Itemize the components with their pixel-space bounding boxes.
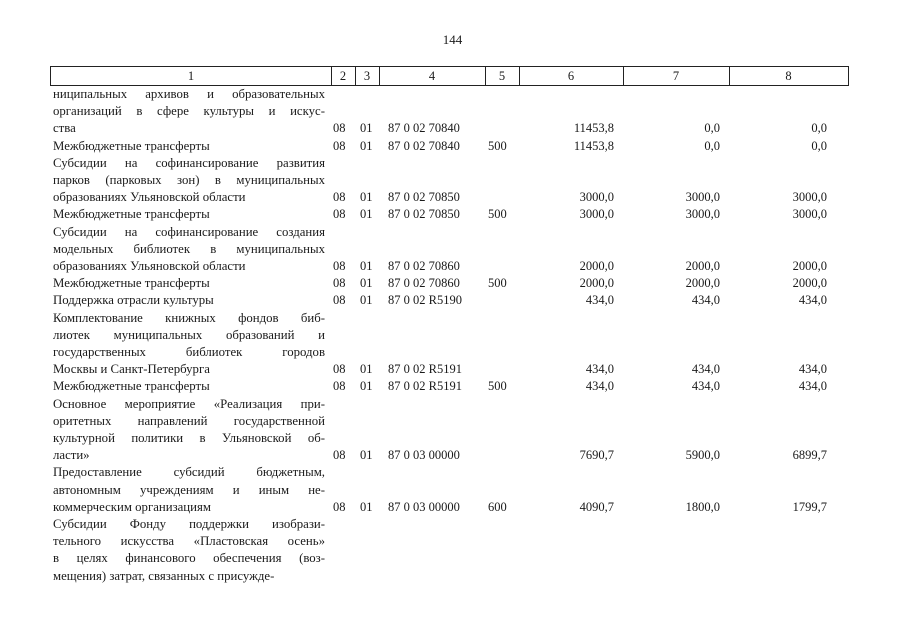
description-line: модельных библиотек в муниципальных [53,241,325,256]
description-line: Межбюджетные трансферты [53,276,210,291]
cell-c7: 0,0 [704,138,720,153]
cell-c6: 11453,8 [573,138,614,153]
description-line: тельного искусства «Пластовская осень» [53,534,325,549]
description-line: культурной политики в Ульяновской об- [53,431,325,445]
cell-c3: 01 [360,258,373,273]
table-row [0,464,905,516]
header-col-4: 4 [379,67,486,85]
cell-c7: 434,0 [691,293,720,308]
cell-c6: 3000,0 [579,207,614,222]
cell-c7: 0,0 [704,121,720,136]
description-line: государственных библиотек городов [53,345,325,359]
table-row [0,516,905,585]
description-line: автономным учреждениям и иным не- [53,482,325,497]
cell-c7: 3000,0 [685,207,720,222]
description-line: образованиях Ульяновской области [53,259,246,273]
cell-c2: 08 [333,379,346,394]
table-row [0,292,905,309]
row-description [53,396,325,465]
description-line: Субсидии Фонду поддержки изобрази- [53,517,325,531]
description-line: Межбюджетные трансферты [53,138,210,153]
cell-c8: 3000,0 [792,190,827,205]
cell-c8: 1799,7 [792,499,827,514]
header-col-2: 2 [331,67,356,85]
cell-c4: 87 0 02 70850 [388,207,460,222]
cell-c6: 11453,8 [573,121,614,136]
header-col-3: 3 [355,67,380,85]
table-row [0,155,905,207]
description-line: Комплектование книжных фондов биб- [53,310,325,325]
cell-c7: 434,0 [691,379,720,394]
cell-c2: 08 [333,448,346,463]
cell-c6: 434,0 [585,379,614,394]
table-row [0,86,905,138]
description-line: парков (парковых зон) в муниципальных [53,173,325,187]
cell-c8: 3000,0 [792,207,827,222]
cell-c2: 08 [333,276,346,291]
cell-c3: 01 [360,121,373,136]
cell-c2: 08 [333,362,346,377]
cell-c2: 08 [333,499,346,514]
cell-c4: 87 0 02 70850 [388,190,460,205]
cell-c7: 3000,0 [685,190,720,205]
cell-c2: 08 [333,138,346,153]
description-line: Предоставление субсидий бюджетным, [53,465,325,480]
cell-c3: 01 [360,499,373,514]
cell-c5: 500 [488,138,507,153]
cell-c4: 87 0 02 R5191 [388,362,462,377]
cell-c6: 2000,0 [579,258,614,273]
cell-c4: 87 0 03 00000 [388,499,460,514]
description-line: Субсидии на софинансирование создания [53,224,325,239]
description-line: Субсидии на софинансирование развития [53,155,325,170]
row-description [53,206,325,223]
row-description [53,155,325,207]
cell-c8: 2000,0 [792,276,827,291]
cell-c7: 1800,0 [685,499,720,514]
row-description [53,292,325,309]
table-row [0,224,905,276]
table-row [0,275,905,292]
cell-c3: 01 [360,190,373,205]
description-line: ства [53,121,76,136]
description-line: Москвы и Санкт-Петербурга [53,362,210,377]
cell-c8: 2000,0 [792,258,827,273]
cell-c4: 87 0 02 70840 [388,138,460,153]
cell-c2: 08 [333,207,346,222]
cell-c2: 08 [333,258,346,273]
row-description [53,310,325,379]
cell-c3: 01 [360,207,373,222]
cell-c4: 87 0 03 00000 [388,448,460,463]
description-line: мещения) затрат, связанных с присужде- [53,568,275,583]
description-line: Поддержка отрасли культуры [53,293,214,308]
cell-c4: 87 0 02 R5190 [388,293,462,308]
header-col-6: 6 [519,67,624,85]
cell-c7: 5900,0 [685,448,720,463]
cell-c3: 01 [360,448,373,463]
description-line: ласти» [53,448,90,463]
cell-c3: 01 [360,293,373,308]
cell-c2: 08 [333,190,346,205]
cell-c5: 500 [488,207,507,222]
cell-c4: 87 0 02 R5191 [388,379,462,394]
row-description [53,138,325,155]
table-row [0,138,905,155]
cell-c8: 434,0 [798,293,827,308]
page-number: 144 [442,32,463,47]
cell-c3: 01 [360,138,373,153]
cell-c3: 01 [360,276,373,291]
description-line: образованиях Ульяновской области [53,190,246,205]
cell-c6: 2000,0 [579,276,614,291]
row-description [53,516,325,585]
row-description [53,378,325,395]
table-header [50,66,849,86]
cell-c7: 2000,0 [685,276,720,291]
cell-c5: 600 [488,499,507,514]
cell-c4: 87 0 02 70860 [388,258,460,273]
cell-c5: 500 [488,379,507,394]
description-line: Межбюджетные трансферты [53,207,210,222]
cell-c8: 434,0 [798,362,827,377]
table-row [0,396,905,465]
description-line: организаций в сфере культуры и искус- [53,104,325,119]
row-description [53,275,325,292]
description-line: Межбюджетные трансферты [53,379,210,394]
cell-c7: 434,0 [691,362,720,377]
cell-c3: 01 [360,379,373,394]
row-description [53,86,325,138]
cell-c8: 6899,7 [792,448,827,463]
cell-c7: 2000,0 [685,258,720,273]
table-row [0,206,905,223]
cell-c6: 4090,7 [579,499,614,514]
cell-c2: 08 [333,121,346,136]
description-line: ниципальных архивов и образовательных [53,87,325,101]
cell-c6: 7690,7 [579,448,614,463]
cell-c8: 434,0 [798,379,827,394]
header-col-1: 1 [51,67,332,85]
description-line: коммерческим организациям [53,499,211,514]
header-col-7: 7 [623,67,730,85]
header-col-5: 5 [485,67,520,85]
cell-c8: 0,0 [811,121,827,136]
description-line: оритетных направлений государственной [53,413,325,428]
cell-c3: 01 [360,362,373,377]
cell-c4: 87 0 02 70860 [388,276,460,291]
description-line: лиотек муниципальных образований и [53,327,325,342]
header-col-8: 8 [785,69,792,83]
description-line: в целях финансового обеспечения (воз- [53,551,325,566]
cell-c8: 0,0 [811,138,827,153]
table-row [0,378,905,395]
row-description [53,464,325,516]
table-row [0,310,905,379]
cell-c6: 434,0 [585,293,614,308]
cell-c4: 87 0 02 70840 [388,121,460,136]
cell-c5: 500 [488,276,507,291]
description-line: Основное мероприятие «Реализация при- [53,396,325,411]
cell-c6: 3000,0 [579,190,614,205]
cell-c6: 434,0 [585,362,614,377]
cell-c2: 08 [333,293,346,308]
row-description [53,224,325,276]
